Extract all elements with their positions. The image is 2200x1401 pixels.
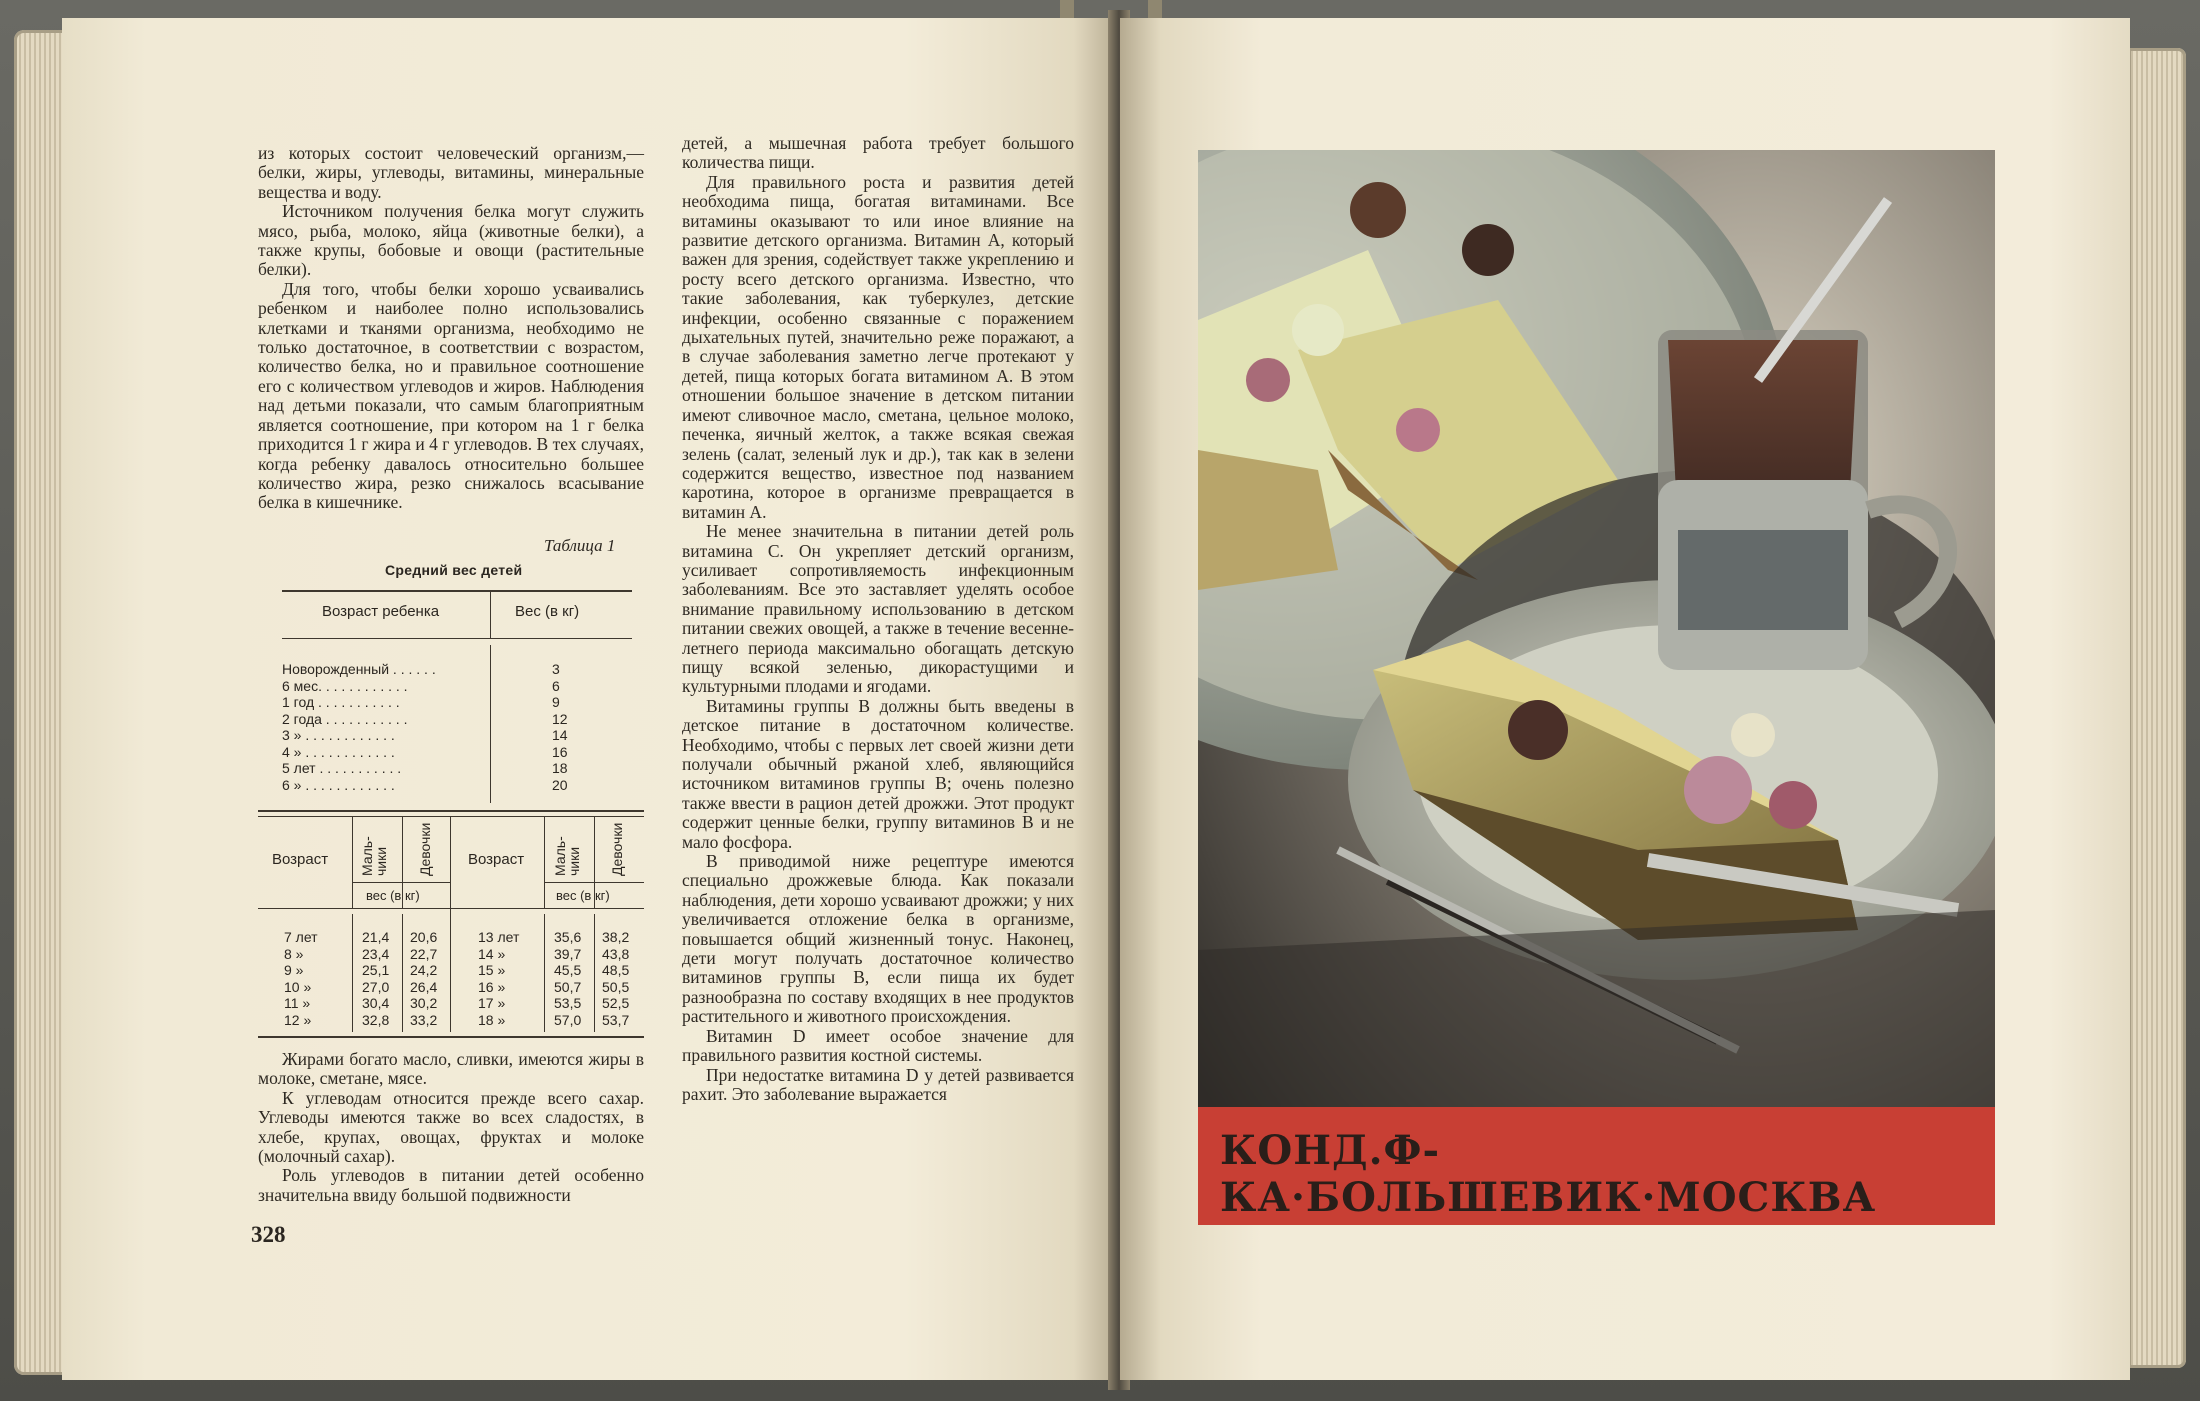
paragraph: Источником получения белка могут служить мясо, рыба, молоко, яйца (животные белки), а также крупы, бобовые и овощи (растительные белки).	[258, 201, 644, 280]
table-header-girls: Девочки	[417, 822, 433, 876]
paragraph: Для того, чтобы белки хорошо усваивались ребенком и наиболее полно использовались клетками и тканями организма, необходимо не только достаточное, в соответствии с возрастом, количество белка, но и правильное соотношение его с количеством углеводов и жиров. Наблюдения над детьми показали, что самым благоприятным является соотношение, при котором на 1 г белка приходится 1 г жира и 4 г углеводов. В тех случаях, когда ребенку давалось относительно большее количество жира, резко снижалось всасывание белка в кишечнике.	[258, 278, 644, 513]
table1-weight-cell: 18	[552, 760, 568, 776]
table2-boys-cell: 25,1	[362, 962, 390, 978]
table2-age-cell: 17 »	[478, 995, 506, 1011]
table2-boys-cell: 50,7	[554, 978, 582, 995]
table2-age-cell: 11 »	[284, 995, 311, 1011]
table2-girls-cell: 48,5	[602, 962, 630, 978]
table2-girls-cell: 24,2	[410, 962, 438, 978]
paragraph: К углеводам относится прежде всего сахар. Углеводы имеются также во всех сладостях, в хлебе, крупах, овощах, фруктах и молоке (молочный сахар).	[258, 1087, 644, 1167]
still-life-picture	[1198, 150, 1995, 1225]
table2-boys-cell: 27,0	[362, 978, 390, 995]
table2-girls-cell: 22,7	[410, 945, 438, 962]
table1-weight-cell: 20	[552, 776, 568, 793]
left-column-text	[258, 144, 644, 513]
table2-girls-cell: 43,8	[602, 945, 630, 962]
table2-boys-cell: 32,8	[362, 1011, 390, 1028]
banner	[1198, 1107, 1995, 1225]
cake-tea-illustration	[1198, 150, 1995, 1225]
table2-boys-cell: 45,5	[554, 962, 582, 978]
paragraph: Для правильного роста и развития детей необходима пища, богатая витаминами. Все витамины оказывают то или иное влияние на развитие детского организма. Витамин А, который важен для зрения, содействует также укреплению и росту всего детского организма. Известно, что такие заболевания, как туберкулез, детские инфекции, особенно связанные с поражением дыхательных путей, значительно реже поражают, а в случае заболевания заметно легче протекают у детей, пища которых богата витамином А. В этом отношении большое значение в детском питании имеют сливочное масло, сметана, цельное молоко, печенка, яичный желток, а также всякая свежая зелень (салат, зеленый лук и др.), так как в зелени содержится вещество, известное под названием каротина, которое в организме превращается в витамин А.	[682, 171, 1074, 522]
table2-age-cell: 10 »	[284, 978, 312, 995]
table2-boys-cell: 30,4	[362, 995, 390, 1011]
unit-label: вес (в кг)	[366, 888, 420, 903]
table2-girls-cell: 53,7	[602, 1011, 630, 1028]
table2-age-cell: 15 »	[478, 962, 506, 978]
table-caption: Таблица 1	[544, 536, 616, 555]
table2-age-cell: 13 лет	[478, 929, 520, 945]
table1-age-cell: 2 года . . . . . . . . . . .	[282, 710, 408, 727]
paragraph: Витамин D имеет особое значение для правильного развития костной системы.	[682, 1025, 1074, 1066]
table-header-boys: Маль- чики	[552, 836, 582, 876]
table2-age-cell: 18 »	[478, 1011, 506, 1028]
table2-boys-cell: 21,4	[362, 929, 390, 945]
paragraph: из которых состоит человеческий организм,— белки, жиры, углеводы, витамины, минеральные вещества и воду.	[258, 143, 644, 202]
table2-girls-cell: 50,5	[602, 978, 630, 995]
table-header-age: Возраст ребенка	[322, 603, 440, 620]
table2-girls-cell: 20,6	[410, 929, 438, 945]
table2-boys-cell: 53,5	[554, 995, 582, 1011]
page-number: 328	[251, 1222, 286, 1247]
table1-weight-cell: 12	[552, 710, 568, 727]
table2-boys-cell: 57,0	[554, 1011, 582, 1028]
table2-age-cell: 7 лет	[284, 929, 318, 945]
table1-age-cell: 1 год . . . . . . . . . . .	[282, 694, 400, 710]
table1-age-cell: Новорожденный . . . . . .	[282, 661, 436, 677]
table1-age-cell: 3 » . . . . . . . . . . . .	[282, 727, 395, 743]
table1-age-cell: 5 лет . . . . . . . . . . .	[282, 760, 402, 776]
table2-girls-cell: 30,2	[410, 995, 438, 1011]
table1-weight-cell: 6	[552, 677, 560, 694]
table2-boys-cell: 35,6	[554, 929, 582, 945]
paragraph: Жирами богато масло, сливки, имеются жиры в молоке, сметане, мясе.	[258, 1049, 644, 1089]
table2-girls-cell: 33,2	[410, 1011, 438, 1028]
table2-age-cell: 8 »	[284, 945, 304, 962]
table1-weight-cell: 9	[552, 694, 560, 710]
paragraph: Не менее значительна в питании детей роль витамина С. Он укрепляет детский организм, усиливает сопротивляемость инфекционным заболеваниям. Все это заставляет уделять особое внимание правильному использованию в детском питании свежих овощей, а также в течение весенне-летнего периода максимально обогащать детскую пищу всякой зеленью, дикорастущими и культурными плодами и ягодами.	[682, 521, 1074, 697]
table2-boys-cell: 23,4	[362, 945, 390, 962]
table1-age-cell: 6 » . . . . . . . . . . . .	[282, 776, 395, 793]
table-header-boys: Маль- чики	[359, 836, 389, 876]
paragraph: Роль углеводов в питании детей особенно значительна ввиду большой подвижности	[258, 1165, 644, 1205]
table1-weight-cell: 3	[552, 661, 560, 677]
table2-girls-cell: 38,2	[602, 929, 630, 945]
table2-age-cell: 16 »	[478, 978, 506, 995]
table1-age-cell: 4 » . . . . . . . . . . . .	[282, 743, 395, 760]
unit-label: вес (в кг)	[556, 888, 610, 903]
table2-boys-cell: 39,7	[554, 945, 582, 962]
left-bottom-text	[258, 1050, 644, 1205]
table-title: Средний вес детей	[385, 562, 523, 578]
paragraph: При недостатке витамина D у детей развивается рахит. Это заболевание выражается	[682, 1064, 1074, 1104]
book-edge-right	[2128, 48, 2186, 1368]
right-column-text	[682, 134, 1074, 1104]
table2-age-cell: 14 »	[478, 945, 506, 962]
table2-girls-cell: 52,5	[602, 995, 630, 1011]
banner-text: КОНД.Ф-КА·БОЛЬШЕВИК·МОСКВА	[1220, 1127, 1877, 1221]
table-header-age: Возраст	[272, 851, 329, 868]
table2-girls-cell: 26,4	[410, 978, 438, 995]
table1-weight-cell: 16	[552, 743, 568, 760]
table1-age-cell: 6 мес. . . . . . . . . . . .	[282, 677, 408, 694]
table-header-girls: Девочки	[609, 822, 625, 876]
table2-age-cell: 9 »	[284, 962, 304, 978]
table2-age-cell: 12 »	[284, 1011, 312, 1028]
paragraph: В приводимой ниже рецептуре имеются специально дрожжевые блюда. Как показали наблюдения, дети хорошо усваивают дрожжи; у них увеличивается отложение белка в организме, повышается общий жизненный тонус. Наконец, дети могут получать достаточное количество витаминов группы В, если пища их будет разнообразна по составу входящих в нее продуктов растительного и животного происхождения.	[682, 851, 1074, 1027]
paragraph: детей, а мышечная работа требует большого количества пищи.	[682, 133, 1074, 173]
table-header-weight: Вес (в кг)	[515, 603, 580, 620]
paragraph: Витамины группы В должны быть введены в детское питание в достаточном количестве. Необходимо, чтобы с первых лет своей жизни дети получали обычный ржаной хлеб, являющийся источником витаминов группы В; очень полезно также ввести в рацион детей дрожжи. Этот продукт содержит ценные белки, группу витаминов В и не мало фосфора.	[682, 695, 1074, 852]
table-header-age: Возраст	[468, 851, 525, 868]
table1-weight-cell: 14	[552, 727, 568, 743]
